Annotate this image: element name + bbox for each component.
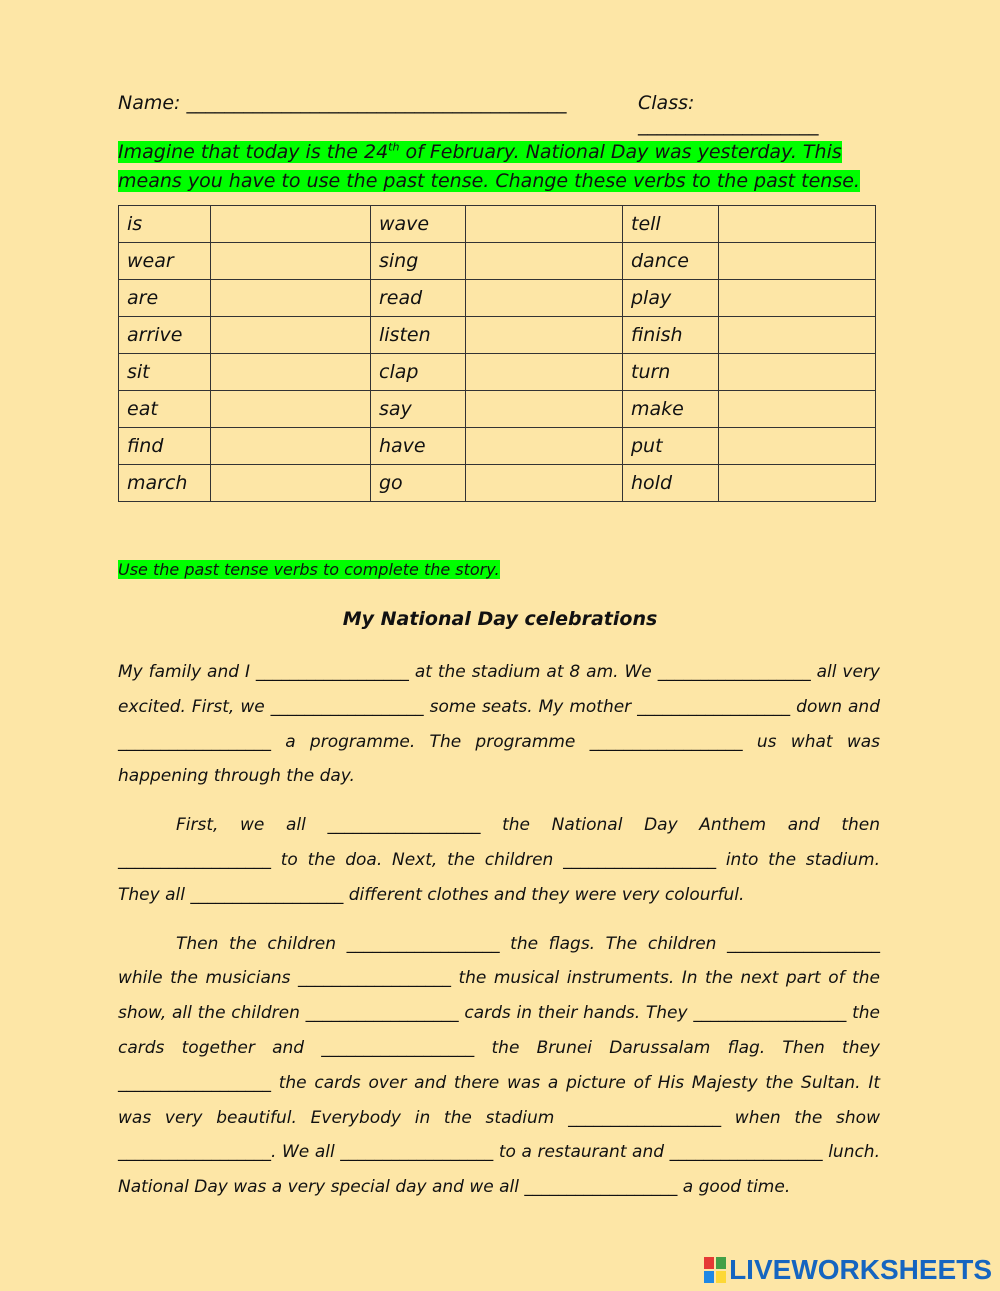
verb-cell: march <box>119 465 211 502</box>
answer-cell[interactable] <box>466 391 623 428</box>
verb-cell: listen <box>371 317 466 354</box>
story-paragraph-1: My family and I __________________ at the stadium at 8 am. We __________________ all very excited. First, we __________________ some seats. My mother __________________ down and __________________ a programme. The programme __________________ us what was happening through the day. <box>118 662 880 787</box>
verbs-row <box>119 280 876 317</box>
instructions <box>118 133 880 196</box>
verb-cell: wear <box>119 243 211 280</box>
answer-cell[interactable] <box>719 428 876 465</box>
verb-cell: eat <box>119 391 211 428</box>
verb-cell: dance <box>623 243 719 280</box>
answer-cell[interactable] <box>719 243 876 280</box>
answer-cell[interactable] <box>719 280 876 317</box>
verb-cell: wave <box>371 206 466 243</box>
verbs-row <box>119 206 876 243</box>
answer-cell[interactable] <box>719 354 876 391</box>
class-field[interactable]: Class: ___________________ <box>638 92 819 136</box>
verb-cell: arrive <box>119 317 211 354</box>
story-paragraph-3: Then the children __________________ the flags. The children __________________ while the musicians __________________ the musical instruments. In the next part of the show, all the children __________________ cards in their hands. They __________________ the cards together and __________________ the Brunei Darussalam flag. Then they __________________ the cards over and there was a picture of His Majesty the Sultan. It was very beautiful. Everybody in the stadium __________________ when the show __________________. We all __________________ to a restaurant and __________________ lunch. National Day was a very special day and we all __________________ a good time. <box>118 933 880 1198</box>
verbs-row <box>119 465 876 502</box>
instructions-highlight <box>118 141 860 192</box>
instructions-part1: Imagine that today is the 24 <box>118 141 389 164</box>
verb-cell: sit <box>119 354 211 391</box>
story <box>118 655 880 1219</box>
instructions-sup: th <box>388 141 400 154</box>
verb-cell: read <box>371 280 466 317</box>
answer-cell[interactable] <box>211 243 371 280</box>
verbs-row <box>119 391 876 428</box>
logo-text: LIVEWORKSHEETS <box>729 1254 992 1285</box>
verb-cell: have <box>371 428 466 465</box>
verb-cell: make <box>623 391 719 428</box>
answer-cell[interactable] <box>719 465 876 502</box>
answer-cell[interactable] <box>466 465 623 502</box>
verb-cell: tell <box>623 206 719 243</box>
verb-cell: is <box>119 206 211 243</box>
answer-cell[interactable] <box>211 206 371 243</box>
verb-cell: hold <box>623 465 719 502</box>
verb-cell: turn <box>623 354 719 391</box>
logo-block <box>716 1257 726 1269</box>
liveworksheets-logo <box>704 1254 992 1286</box>
instructions-part2: of February. National Day was yesterday. This means you have to use the past tense. Change these verbs to the past tense. <box>118 141 860 193</box>
header <box>118 92 878 136</box>
answer-cell[interactable] <box>466 280 623 317</box>
verbs-row <box>119 428 876 465</box>
answer-cell[interactable] <box>211 391 371 428</box>
verbs-table <box>118 205 876 502</box>
answer-cell[interactable] <box>466 206 623 243</box>
verb-cell: go <box>371 465 466 502</box>
story-title: My National Day celebrations <box>342 608 658 630</box>
verbs-row <box>119 317 876 354</box>
answer-cell[interactable] <box>211 465 371 502</box>
story-paragraph-2: First, we all __________________ the National Day Anthem and then __________________ to the doa. Next, the children __________________ into the stadium. They all __________________ different clothes and they were very colourful. <box>118 815 880 905</box>
verb-cell: clap <box>371 354 466 391</box>
verb-cell: sing <box>371 243 466 280</box>
answer-cell[interactable] <box>466 428 623 465</box>
answer-cell[interactable] <box>211 354 371 391</box>
answer-cell[interactable] <box>211 317 371 354</box>
answer-cell[interactable] <box>211 428 371 465</box>
logo-block <box>704 1257 714 1269</box>
verbs-row <box>119 243 876 280</box>
answer-cell[interactable] <box>211 280 371 317</box>
verb-cell: are <box>119 280 211 317</box>
logo-blocks-icon <box>704 1257 726 1283</box>
answer-cell[interactable] <box>719 391 876 428</box>
logo-block <box>716 1271 726 1283</box>
answer-cell[interactable] <box>466 317 623 354</box>
verb-cell: put <box>623 428 719 465</box>
verb-cell: say <box>371 391 466 428</box>
answer-cell[interactable] <box>719 206 876 243</box>
name-field[interactable]: Name: ________________________________________ <box>118 92 567 114</box>
answer-cell[interactable] <box>466 354 623 391</box>
answer-cell[interactable] <box>466 243 623 280</box>
answer-cell[interactable] <box>719 317 876 354</box>
logo-block <box>704 1271 714 1283</box>
verb-cell: find <box>119 428 211 465</box>
verb-cell: finish <box>623 317 719 354</box>
story-instruction-text: Use the past tense verbs to complete the story. <box>118 560 500 579</box>
verbs-row <box>119 354 876 391</box>
story-instruction <box>118 560 500 579</box>
verb-cell: play <box>623 280 719 317</box>
